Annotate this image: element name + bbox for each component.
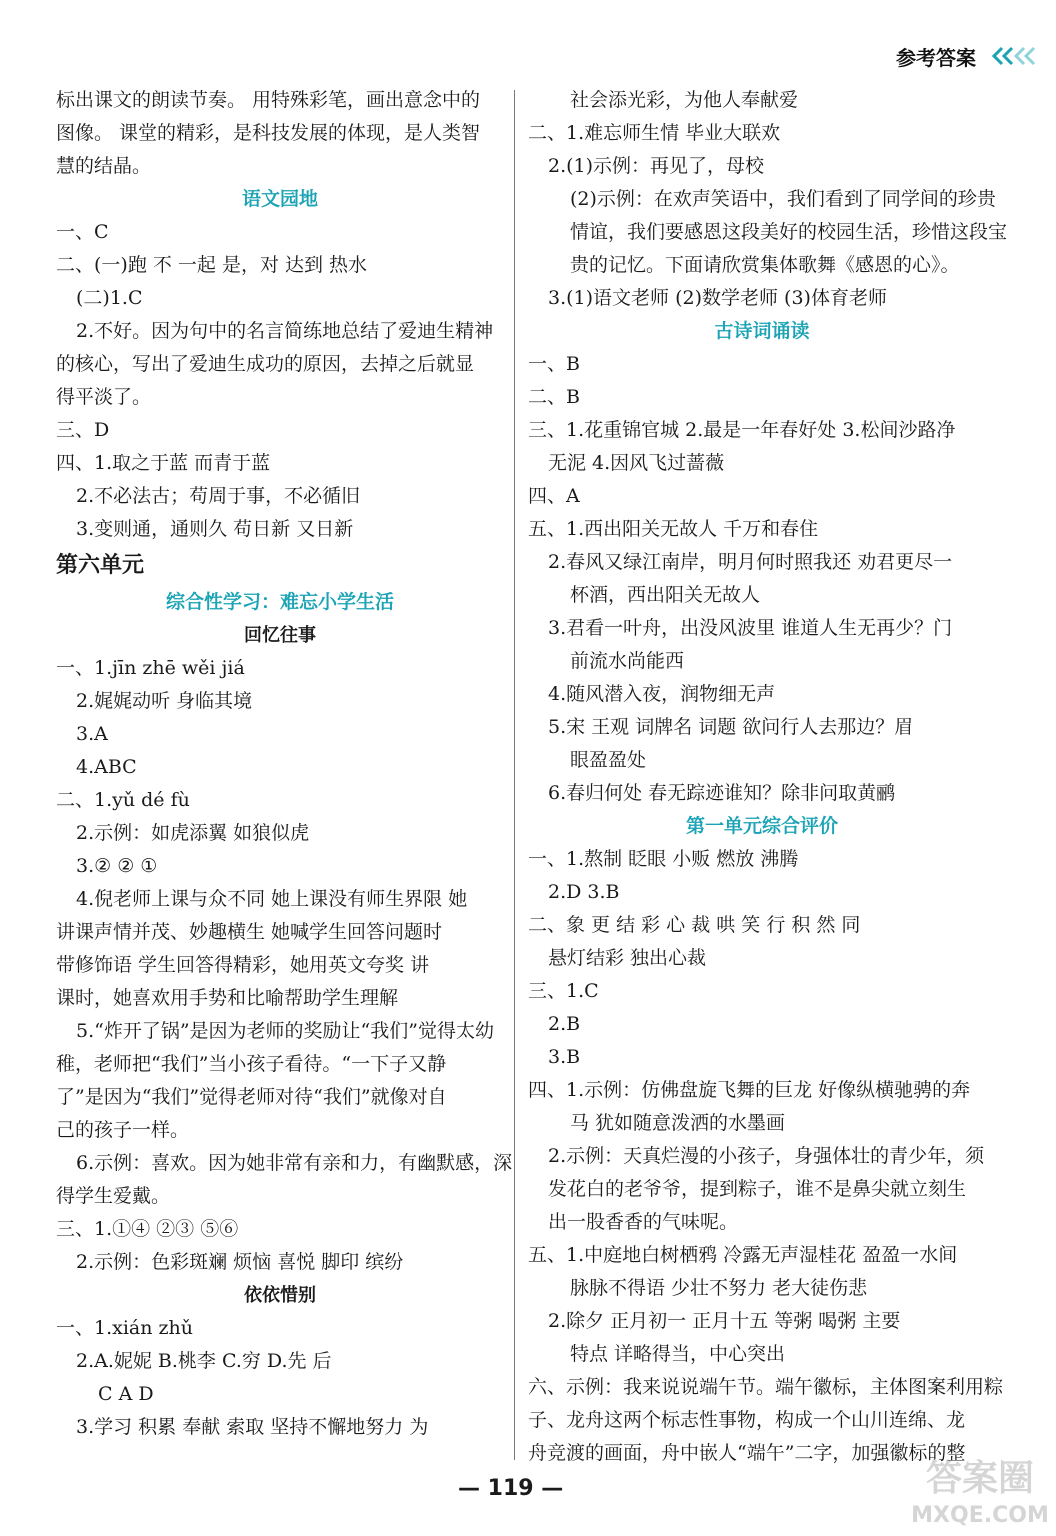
- subsection-heading: 依依惜别: [244, 1285, 316, 1306]
- column-divider: [514, 90, 515, 1460]
- answer-line: 三、1.C: [528, 980, 599, 1002]
- answer-line: 无泥 4.因风飞过蔷薇: [548, 452, 725, 474]
- answer-line: 2.不好。因为句中的名言简练地总结了爱迪生精神: [76, 320, 494, 342]
- answer-line: 社会添光彩，为他人奉献爱: [570, 89, 799, 111]
- answer-line: 发花白的老爷爷，提到粽子，谁不是鼻尖就立刻生: [548, 1178, 967, 1200]
- answer-line: 前流水尚能西: [570, 650, 685, 672]
- answer-line: 了”是因为“我们”觉得老师对待“我们”就像对自: [56, 1086, 447, 1108]
- text-line: 标出课文的朗读节奏。 用特殊彩笔，画出意念中的: [56, 89, 481, 111]
- answer-line: 三、D: [56, 419, 110, 441]
- section-heading: 第一单元综合评价: [685, 815, 838, 837]
- answer-line: 2.示例：色彩斑斓 烦恼 喜悦 脚印 缤纷: [76, 1251, 404, 1273]
- answer-line: 4.倪老师上课与众不同 她上课没有师生界限 她: [76, 888, 468, 910]
- page-header-title: 参考答案: [896, 46, 976, 70]
- answer-line: 稚，老师把“我们”当小孩子看待。“一下子又静: [56, 1053, 447, 1075]
- answer-line: 五、1.西出阳关无故人 千万和春住: [528, 518, 819, 540]
- arrow-decoration-icon: [990, 44, 1046, 68]
- answer-line: 一、1.xián zhǔ: [56, 1317, 194, 1339]
- answer-line: 讲课声情并茂、妙趣横生 她喊学生回答问题时: [56, 921, 443, 943]
- answer-line: 4.ABC: [76, 756, 137, 778]
- answer-line: 2.B: [548, 1013, 581, 1035]
- answer-line: 四、1.取之于蓝 而青于蓝: [56, 452, 271, 474]
- page-number: — 119 —: [458, 1476, 564, 1501]
- answer-line: 悬灯结彩 独出心裁: [548, 947, 707, 969]
- answer-line: 六、示例：我来说说端午节。端午徽标，主体图案利用粽: [528, 1376, 1004, 1398]
- answer-line: C A D: [98, 1383, 154, 1405]
- answer-line: 二、(一)跑 不 一起 是，对 达到 热水: [56, 254, 368, 276]
- answer-line: 2.示例：如虎添翼 如狼似虎: [76, 822, 310, 844]
- answer-line: 3.学习 积累 奉献 索取 坚持不懈地努力 为: [76, 1416, 429, 1438]
- answer-line: 2.示例：天真烂漫的小孩子，身强体壮的青少年，须: [548, 1145, 985, 1167]
- answer-line: 2.不必法古；苟周于事，不必循旧: [76, 485, 361, 507]
- answer-line: 特点 详略得当，中心突出: [570, 1343, 786, 1365]
- answer-line: 的核心，写出了爱迪生成功的原因，去掉之后就显: [56, 353, 475, 375]
- text-line: 图像。 课堂的精彩，是科技发展的体现，是人类智: [56, 122, 481, 144]
- answer-line: (二)1.C: [76, 287, 143, 309]
- answer-line: 3.B: [548, 1046, 581, 1068]
- answer-line: 3.(1)语文老师 (2)数学老师 (3)体育老师: [548, 287, 887, 309]
- watermark-top-text: 答案圈: [925, 1458, 1035, 1499]
- answer-line: 得平淡了。: [56, 386, 152, 408]
- answer-line: 一、B: [528, 353, 580, 375]
- answer-line: 二、1.难忘师生情 毕业大联欢: [528, 122, 781, 144]
- text-line: 慧的结晶。: [56, 155, 152, 177]
- answer-line: (2)示例：在欢声笑语中，我们看到了同学间的珍贵: [570, 188, 996, 210]
- answer-line: 得学生爱戴。: [56, 1185, 171, 1207]
- left-column: [56, 84, 513, 1444]
- answer-line: 一、C: [56, 221, 109, 243]
- answer-line: 6.示例：喜欢。因为她非常有亲和力，有幽默感，深: [76, 1152, 513, 1174]
- answer-line: 一、1.jīn zhē wěi jiá: [56, 657, 245, 679]
- answer-line: 2.A.妮妮 B.桃李 C.穷 D.先 后: [76, 1350, 332, 1372]
- section-heading: 古诗词诵读: [714, 320, 810, 342]
- answer-line: 2.除夕 正月初一 正月十五 等粥 喝粥 主要: [548, 1310, 901, 1332]
- right-column: [528, 84, 1008, 1470]
- answer-line: 眼盈盈处: [570, 749, 647, 771]
- section-heading: 综合性学习：难忘小学生活: [165, 591, 394, 613]
- answer-line: 二、B: [528, 386, 580, 408]
- answer-line: 四、A: [528, 485, 580, 507]
- answer-line: 2.春风又绿江南岸，明月何时照我还 劝君更尽一: [548, 551, 953, 573]
- answer-line: 杯酒，西出阳关无故人: [570, 584, 761, 606]
- answer-line: 带修饰语 学生回答得精彩，她用英文夸奖 讲: [56, 954, 430, 976]
- answer-line: 3.② ② ①: [76, 855, 158, 877]
- answer-line: 出一股香香的气味呢。: [548, 1211, 739, 1233]
- answer-line: 四、1.示例：仿佛盘旋飞舞的巨龙 好像纵横驰骋的奔: [528, 1079, 971, 1101]
- answer-line: 4.随风潜入夜，润物细无声: [548, 683, 776, 705]
- answer-line: 马 犹如随意泼洒的水墨画: [570, 1112, 786, 1134]
- answer-line: 贵的记忆。下面请欣赏集体歌舞《感恩的心》。: [570, 254, 960, 276]
- answer-line: 2.(1)示例：再见了，母校: [548, 155, 765, 177]
- answer-line: 情谊，我们要感恩这段美好的校园生活，珍惜这段宝: [570, 221, 1008, 243]
- answer-line: 子、龙舟这两个标志性事物，构成一个山川连绵、龙: [528, 1409, 966, 1431]
- unit-title: 第六单元: [56, 553, 145, 578]
- answer-line: 二、1.yǔ dé fù: [56, 789, 190, 811]
- answer-line: 5.“炸开了锅”是因为老师的奖励让“我们”觉得太幼: [76, 1020, 494, 1042]
- answer-line: 6.春归何处 春无踪迹谁知？除非问取黄鹂: [548, 782, 896, 804]
- answer-line: 课时，她喜欢用手势和比喻帮助学生理解: [56, 987, 399, 1009]
- answer-line: 5.宋 王观 词牌名 词题 欲问行人去那边？眉: [548, 716, 914, 738]
- answer-line: 三、1.①④ ②③ ⑤⑥: [56, 1218, 239, 1240]
- watermark-bottom-text: MXQE.COM: [911, 1503, 1049, 1528]
- answer-line: 2.D 3.B: [548, 881, 620, 903]
- answer-line: 一、1.熬制 眨眼 小贩 燃放 沸腾: [528, 848, 799, 870]
- answer-line: 3.变则通，通则久 苟日新 又日新: [76, 518, 354, 540]
- subsection-heading: 回忆往事: [244, 625, 316, 646]
- answer-line: 五、1.中庭地白树栖鸦 冷露无声湿桂花 盈盈一水间: [528, 1244, 958, 1266]
- answer-line: 二、象 更 结 彩 心 裁 哄 笑 行 积 然 同: [528, 914, 861, 936]
- answer-line: 2.娓娓动听 身临其境: [76, 690, 253, 712]
- answer-line: 脉脉不得语 少壮不努力 老大徒伤悲: [570, 1277, 868, 1299]
- answer-line: 三、1.花重锦官城 2.最是一年春好处 3.松间沙路净: [528, 419, 956, 441]
- answer-line: 3.A: [76, 723, 108, 745]
- section-heading: 语文园地: [241, 188, 318, 210]
- answer-line: 舟竞渡的画面，舟中嵌人“端午”二字，加强徽标的整: [528, 1442, 966, 1464]
- answer-line: 己的孩子一样。: [56, 1119, 190, 1141]
- watermark-logo: [910, 1450, 1050, 1532]
- answer-line: 3.君看一叶舟，出没风波里 谁道人生无再少？门: [548, 617, 953, 639]
